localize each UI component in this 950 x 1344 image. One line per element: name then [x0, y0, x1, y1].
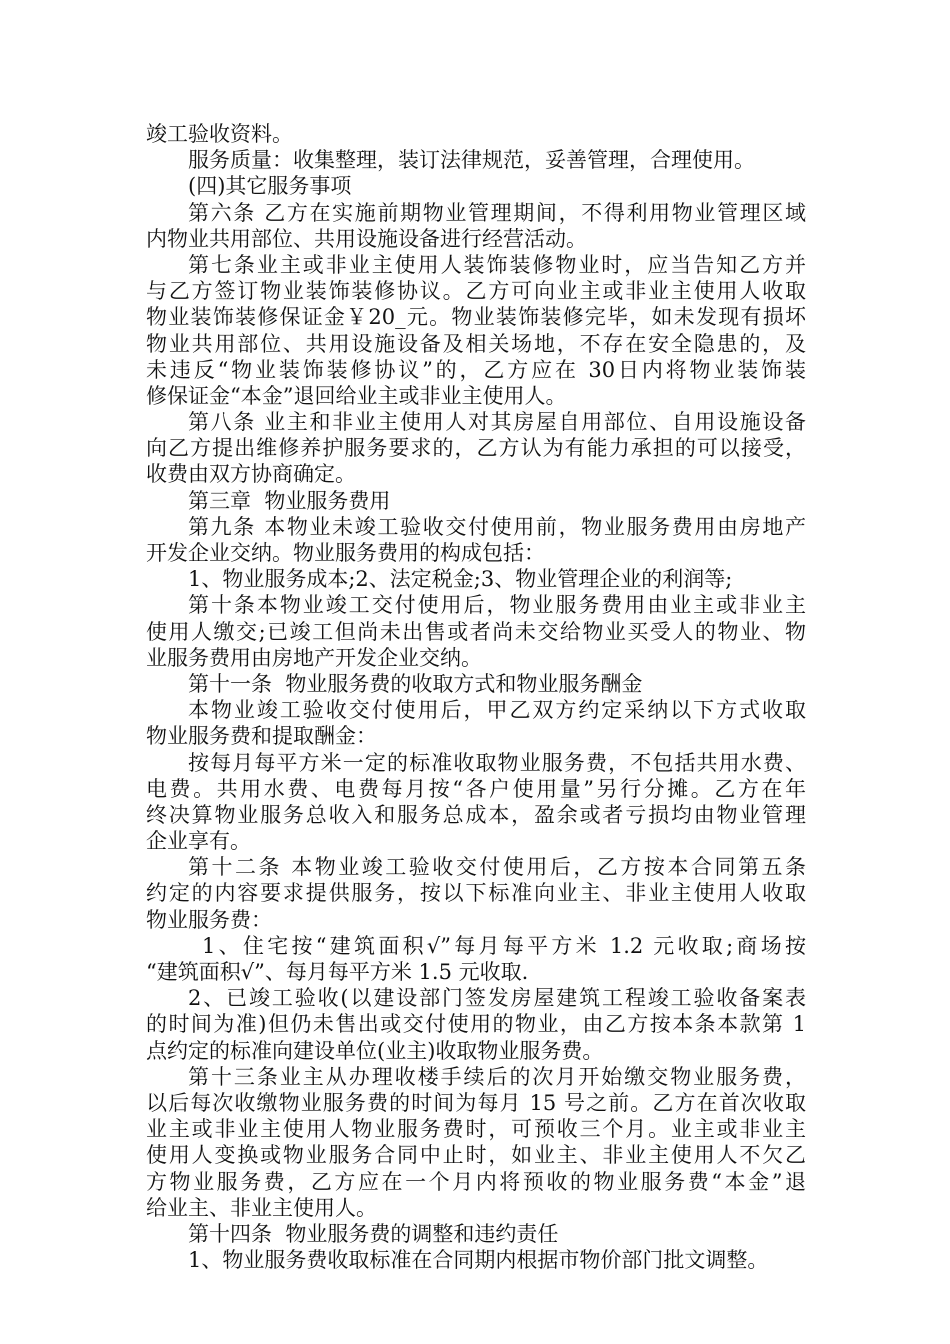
document-line: 使用人变换或物业服务合同中止时，如业主、非业主使用人不欠乙: [146, 1143, 806, 1168]
document-line: 按每月每平方米一定的标准收取物业服务费，不包括共用水费、: [188, 750, 806, 775]
document-line: 业主或非业主使用人物业服务费时，可预收三个月。业主或非业主: [146, 1117, 806, 1142]
document-line: 1、住宅按“建筑面积√”每月每平方米 1.2 元收取;商场按: [202, 933, 806, 958]
document-line: 物业装饰装修保证金￥20_元。物业装饰装修完毕，如未发现有损坏: [146, 305, 806, 330]
document-line: 2、已竣工验收(以建设部门签发房屋建筑工程竣工验收备案表: [188, 986, 806, 1011]
document-line: 第六条 乙方在实施前期物业管理期间，不得利用物业管理区域: [188, 200, 806, 225]
document-line: 的时间为准)但仍未售出或交付使用的物业，由乙方按本条本款第 1: [146, 1012, 806, 1037]
document-line: 第十条本物业竣工交付使用后，物业服务费用由业主或非业主: [188, 593, 806, 618]
document-line: 本物业竣工验收交付使用后，甲乙双方约定采纳以下方式收取: [188, 698, 806, 723]
document-line: 第三章 物业服务费用: [188, 488, 391, 513]
document-line: 竣工验收资料。: [146, 122, 293, 146]
document-line: 服务质量：收集整理，装订法律规范，妥善管理，合理使用。: [188, 148, 755, 173]
document-line: 未违反“物业装饰装修协议”的，乙方应在 30日内将物业装饰装: [146, 357, 806, 382]
document-line: 物业服务费：: [146, 907, 272, 932]
document-page: [146, 121, 806, 1273]
document-line: 向乙方提出维修养护服务要求的，乙方认为有能力承担的可以接受，: [146, 436, 806, 461]
document-line: 电费。共用水费、电费每月按“各户使用量”另行分摊。乙方在年: [146, 776, 806, 801]
document-line: 第八条 业主和非业主使用人对其房屋自用部位、自用设施设备: [188, 410, 806, 435]
document-line: 给业主、非业主使用人。: [146, 1195, 377, 1220]
document-line: 第十三条业主从办理收楼手续后的次月开始缴交物业服务费，: [188, 1064, 806, 1089]
document-line: 内物业共用部位、共用设施设备进行经营活动。: [146, 226, 587, 251]
document-line: 终决算物业服务总收入和服务总成本，盈余或者亏损均由物业管理: [146, 802, 806, 827]
document-line: 修保证金“本金”退回给业主或非业主使用人。: [146, 383, 567, 408]
document-line: 与乙方签订物业装饰装修协议。乙方可向业主或非业主使用人收取: [146, 279, 806, 304]
document-line: (四)其它服务事项: [188, 174, 352, 199]
document-line: 使用人缴交;已竣工但尚未出售或者尚未交给物业买受人的物业、物: [146, 619, 806, 644]
document-line: 开发企业交纳。物业服务费用的构成包括：: [146, 541, 545, 565]
document-line: 约定的内容要求提供服务，按以下标准向业主、非业主使用人收取: [146, 881, 806, 906]
document-line: “建筑面积√”、每月每平方米 1.5 元收取.: [146, 960, 529, 984]
document-line: 业服务费用由房地产开发企业交纳。: [146, 645, 482, 670]
document-line: 第九条 本物业未竣工验收交付使用前，物业服务费用由房地产: [188, 514, 806, 539]
document-line: 物业服务费和提取酬金：: [146, 724, 377, 749]
document-line: 企业享有。: [146, 829, 251, 854]
document-line: 点约定的标准向建设单位(业主)收取物业服务费。: [146, 1038, 604, 1063]
document-line: 方物业服务费，乙方应在一个月内将预收的物业服务费“本金”退: [146, 1169, 806, 1194]
document-line: 以后每次收缴物业服务费的时间为每月 15 号之前。乙方在首次收取: [146, 1090, 806, 1115]
document-line: 第十四条 物业服务费的调整和违约责任: [188, 1221, 559, 1246]
document-line: 第十二条 本物业竣工验收交付使用后，乙方按本合同第五条: [188, 855, 806, 880]
document-line: 第七条业主或非业主使用人装饰装修物业时，应当告知乙方并: [188, 252, 806, 277]
document-line: 1、物业服务费收取标准在合同期内根据市物价部门批文调整。: [188, 1248, 769, 1273]
document-line: 第十一条 物业服务费的收取方式和物业服务酬金: [188, 671, 643, 696]
document-line: 收费由双方协商确定。: [146, 462, 356, 487]
document-line: 1、物业服务成本;2、法定税金;3、物业管理企业的利润等;: [188, 567, 733, 592]
document-line: 物业共用部位、共用设施设备及相关场地，不存在安全隐患的，及: [146, 331, 806, 356]
